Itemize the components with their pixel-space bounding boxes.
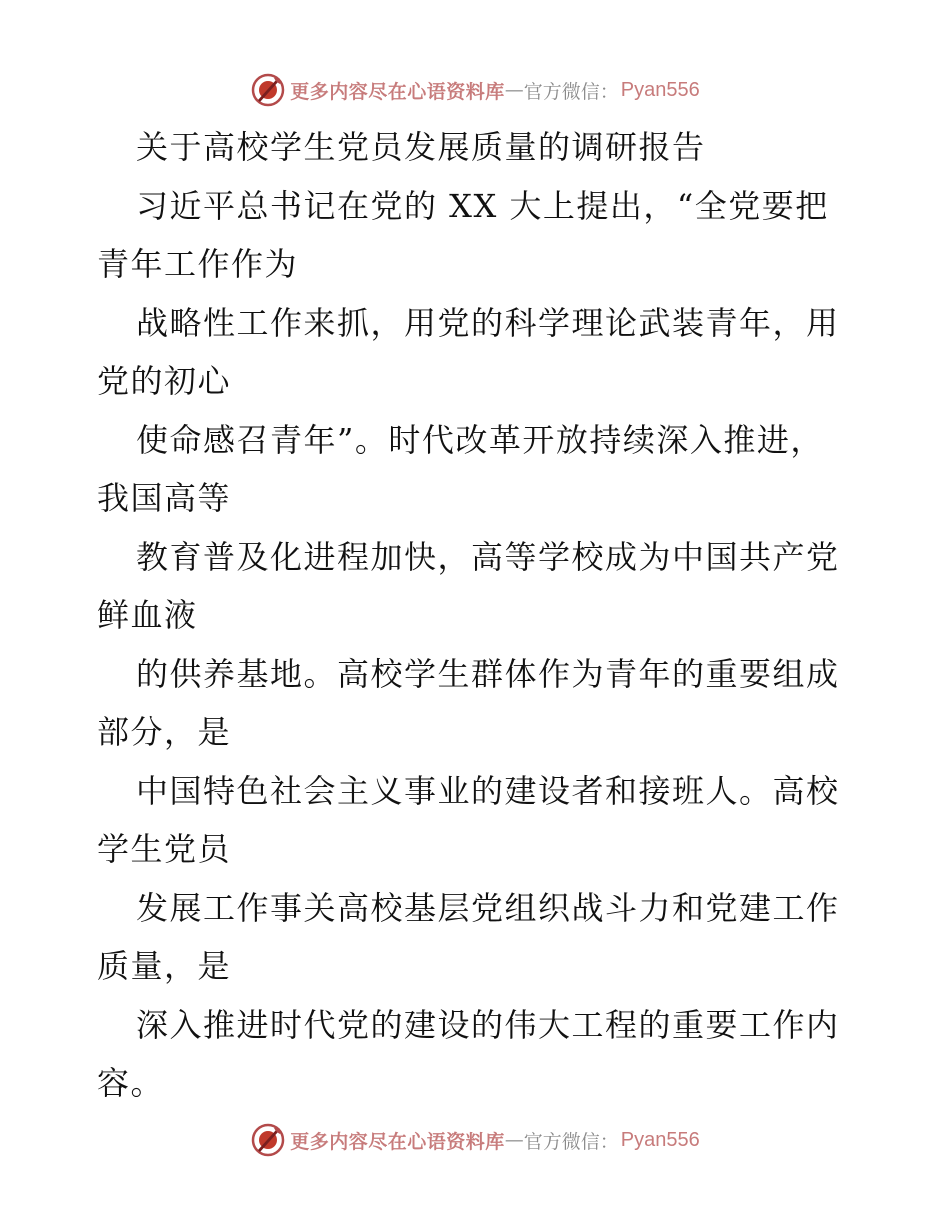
text-line: 党的初心	[97, 362, 232, 400]
text-line: 发展工作事关高校基层党组织战斗力和党建工作	[136, 888, 840, 927]
text-line: 质量，是	[97, 947, 232, 985]
text-line: 习近平总书记在党的 XX 大上提出，“全党要把	[136, 186, 829, 225]
text-line: 青年工作作为	[97, 245, 299, 283]
document-body	[97, 118, 857, 1113]
watermark-wechat-label: 官方微信：	[523, 80, 619, 103]
quill-logo-icon	[250, 1122, 286, 1158]
quill-logo-icon	[250, 72, 286, 108]
watermark-dash: —	[504, 1129, 524, 1151]
text-line: 鲜血液	[97, 596, 198, 634]
text-line: 中国特色社会主义事业的建设者和接班人。高校	[136, 771, 840, 810]
watermark-brand: 更多内容尽在心语资料库	[290, 1130, 505, 1153]
watermark-dash: —	[504, 79, 524, 101]
watermark-wechat-label: 官方微信：	[523, 1130, 619, 1153]
document-title: 关于高校学生党员发展质量的调研报告	[136, 128, 706, 166]
footer-watermark	[0, 1120, 950, 1160]
text-line: 部分，是	[97, 713, 232, 751]
text-line: 容。	[97, 1064, 165, 1102]
text-line: 深入推进时代党的建设的伟大工程的重要工作内	[136, 1005, 840, 1044]
watermark-brand: 更多内容尽在心语资料库	[290, 80, 505, 103]
text-line: 教育普及化进程加快，高等学校成为中国共产党	[136, 537, 840, 576]
text-line: 使命感召青年”。时代改革开放持续深入推进，	[136, 420, 824, 459]
text-line: 我国高等	[97, 479, 232, 517]
watermark-wechat-id: Pyan556	[620, 1128, 700, 1151]
text-line: 学生党员	[97, 830, 232, 868]
watermark-wechat-id: Pyan556	[620, 78, 700, 101]
text-line: 战略性工作来抓，用党的科学理论武装青年，用	[136, 303, 840, 342]
text-line: 的供养基地。高校学生群体作为青年的重要组成	[136, 654, 840, 693]
header-watermark	[0, 70, 950, 110]
